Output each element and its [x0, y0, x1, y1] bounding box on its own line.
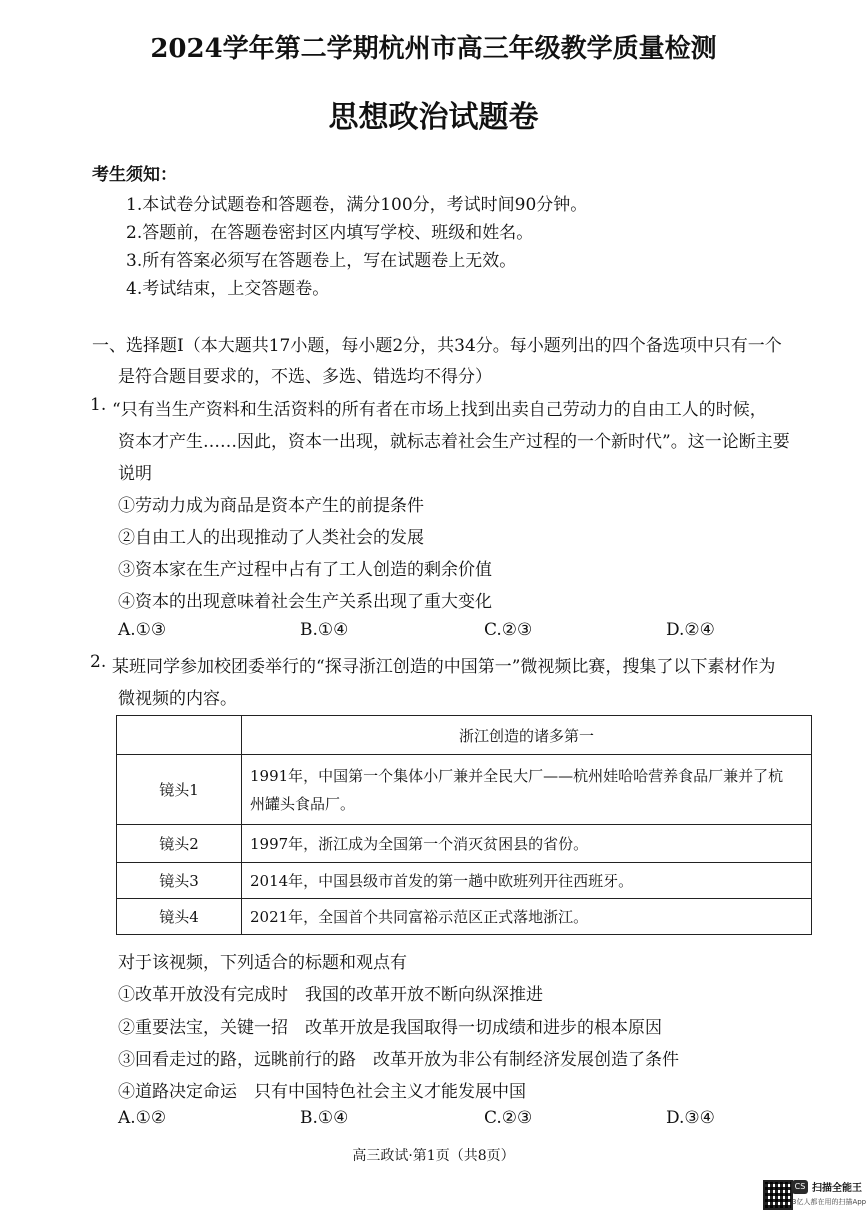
table-row — [117, 755, 812, 825]
shot-label: 镜头1 — [117, 755, 242, 825]
notice-heading: 考生须知： — [92, 165, 177, 185]
q2-option-b: B.①④ — [300, 1108, 349, 1128]
q2-option-a: A.①② — [118, 1108, 167, 1128]
table-row — [117, 899, 812, 935]
q1-option-c: C.②③ — [484, 620, 533, 640]
q2-statement: ③回看走过的路，远眺前行的路 改革开放为非公有制经济发展创造了条件 — [118, 1050, 679, 1070]
table-row — [117, 863, 812, 899]
q2-option-c: C.②③ — [484, 1108, 533, 1128]
notice-item: 4.考试结束，上交答题卷。 — [126, 279, 330, 299]
q2-statement: ④道路决定命运 只有中国特色社会主义才能发展中国 — [118, 1082, 526, 1102]
shot-label: 镜头4 — [117, 899, 242, 935]
shot-text-line: 1991年，中国第一个集体小厂兼并全民大厂——杭州娃哈哈营养食品厂兼并了杭 — [250, 766, 784, 785]
table-header-row — [117, 716, 812, 755]
shot-text-line: 州罐头食品厂。 — [250, 794, 356, 813]
notice-item: 2.答题前，在答题卷密封区内填写学校、班级和姓名。 — [126, 223, 534, 243]
subject-title: 思想政治试题卷 — [328, 100, 539, 135]
section1-heading: 一、选择题Ⅰ（本大题共17小题，每小题2分，共34分。每小题列出的四个备选项中只有一个 — [92, 336, 782, 356]
q1-stem: “只有当生产资料和生活资料的所有者在市场上找到出卖自己劳动力的自由工人的时候， — [112, 400, 767, 420]
q2-prompt: 对于该视频，下列适合的标题和观点有 — [118, 953, 407, 973]
q2-statement: ①改革开放没有完成时 我国的改革开放不断向纵深推进 — [118, 985, 543, 1005]
qr-code-icon — [763, 1180, 793, 1210]
section1-heading-cont: 是符合题目要求的，不选、多选、错选均不得分） — [118, 367, 492, 387]
table-header-empty — [117, 716, 242, 755]
q2-stem: 微视频的内容。 — [118, 689, 237, 709]
q2-stem: 某班同学参加校团委举行的“探寻浙江创造的中国第一”微视频比赛，搜集了以下素材作为 — [112, 657, 776, 677]
shot-text — [242, 755, 812, 825]
material-table — [116, 715, 812, 935]
notice-item: 3.所有答案必须写在答题卷上，写在试题卷上无效。 — [126, 251, 517, 271]
q2-statement: ②重要法宝，关键一招 改革开放是我国取得一切成绩和进步的根本原因 — [118, 1018, 662, 1038]
q1-statement: ①劳动力成为商品是资本产生的前提条件 — [118, 496, 424, 516]
q1-option-b: B.①④ — [300, 620, 349, 640]
q1-statement: ③资本家在生产过程中占有了工人创造的剩余价值 — [118, 560, 492, 580]
page-footer: 高三政试·第1页（共8页） — [352, 1148, 515, 1164]
table-row — [117, 825, 812, 863]
exam-title: 2024学年第二学期杭州市高三年级教学质量检测 — [150, 34, 717, 64]
scanner-brand: 扫描全能王 — [812, 1183, 862, 1194]
question-number: 1. — [90, 395, 107, 415]
notice-item: 1.本试卷分试题卷和答题卷，满分100分，考试时间90分钟。 — [126, 195, 588, 215]
q1-statement: ④资本的出现意味着社会生产关系出现了重大变化 — [118, 592, 492, 612]
shot-text: 2014年，中国县级市首发的第一趟中欧班列开往西班牙。 — [242, 863, 812, 899]
shot-text: 1997年，浙江成为全国第一个消灭贫困县的省份。 — [242, 825, 812, 863]
table-header: 浙江创造的诸多第一 — [242, 716, 812, 755]
shot-label: 镜头2 — [117, 825, 242, 863]
question-number: 2. — [90, 652, 107, 672]
scanner-logo-icon: CS — [792, 1180, 808, 1194]
q1-option-d: D.②④ — [666, 620, 715, 640]
scanner-subtext: 3亿人都在用的扫描App — [792, 1198, 867, 1206]
q2-option-d: D.③④ — [666, 1108, 715, 1128]
shot-text: 2021年，全国首个共同富裕示范区正式落地浙江。 — [242, 899, 812, 935]
q1-statement: ②自由工人的出现推动了人类社会的发展 — [118, 528, 424, 548]
q1-stem: 说明 — [118, 464, 152, 484]
q1-option-a: A.①③ — [118, 620, 167, 640]
shot-label: 镜头3 — [117, 863, 242, 899]
q1-stem: 资本才产生……因此，资本一出现，就标志着社会生产过程的一个新时代”。这一论断主要 — [118, 432, 790, 452]
